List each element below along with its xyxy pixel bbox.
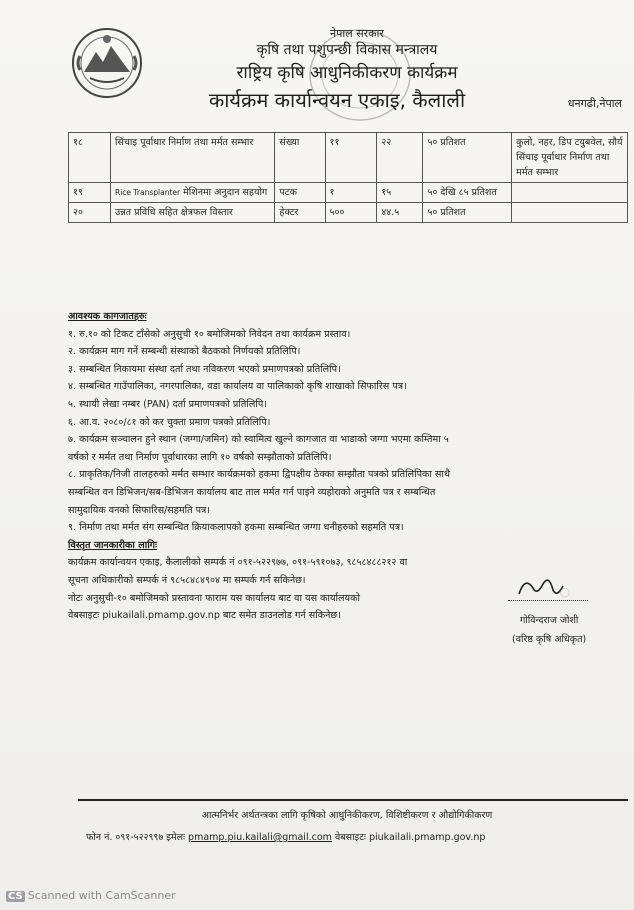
table-cell-activity [111, 183, 275, 203]
table-cell-unit: संख्या [275, 133, 325, 183]
header-program: राष्ट्रिय कृषि आधुनिकीकरण कार्यक्रम [236, 63, 458, 83]
document-item: ८. प्राकृतिक/निजी तालहरुको मर्मत सम्भार कार्यक्रमको हकमा द्विपक्षीय ठेक्का सम्झौता पत्रको प्रतिलिपिका साथै [68, 469, 451, 481]
footer-contact [86, 830, 485, 843]
document-item: २. कार्यक्रम माग गर्ने सम्बन्धी संस्थाको बैठकको निर्णयको प्रतिलिपि। [68, 346, 301, 358]
documents-heading: आवश्यक कागजातहरुः [68, 311, 147, 322]
document-item: ९. निर्माण तथा मर्मत संग सम्बन्धित क्रियाकलापको हकमा सम्बन्धित जग्गा धनीहरुको सहमति पत्र। [68, 522, 404, 534]
signatory-name: गोविन्दराज जोशी [520, 615, 579, 626]
footer-slogan: आत्मनिर्भर अर्थतन्त्रका लागि कृषिको आधुनिकीकरण, विशिष्टीकरण र औद्योगिकीकरण [201, 810, 493, 821]
document-item-continued: सामुदायिक वनको सिफारिस/सहमति पत्र। [68, 504, 210, 516]
document-item: १. रु.१० को टिकट टाँसेको अनुसुची १० बमोजिमको निवेदन तथा कार्यक्रम प्रस्ताव। [68, 328, 351, 340]
camscanner-logo-icon: CS [8, 891, 23, 902]
table-cell-quantity: ११ [325, 133, 377, 183]
document-item: ५. स्थायी लेखा नम्बर (PAN) दर्ता प्रमाणपत्रको प्रतिलिपि। [68, 398, 267, 410]
table-cell-unit: हेक्टर [275, 203, 325, 223]
table-cell-grant: ५० प्रतिशत [423, 203, 512, 223]
website-link[interactable]: piukailali.pmamp.gov.np [102, 610, 220, 622]
details-heading: विस्तृत जानकारीका लागिः [68, 539, 158, 551]
header-government: नेपाल सरकार [330, 27, 384, 40]
note-text: नोटः अनुसुची-१० बमोजिमको प्रस्तावना फाराम यस कार्यालय बाट वा यस कार्यालयको [68, 592, 360, 604]
table-cell-quantity: ५०० [325, 203, 377, 223]
table-cell-remarks [512, 183, 628, 203]
camscanner-text: Scanned with CamScanner [27, 889, 176, 902]
activity-nepali-part: मेशिनमा अनुदान सहयोग [183, 187, 268, 198]
table-row [69, 133, 628, 183]
table-cell-unit: पटक [275, 183, 325, 203]
program-table [68, 132, 628, 223]
document-item: ३. सम्बन्धित निकायमा संस्था दर्ता तथा नविकरण भएको प्रमाणपत्रको प्रतिलिपि। [68, 363, 341, 375]
table-cell-amount: १५ [377, 183, 423, 203]
document-item-continued: सम्बन्धित वन डिभिजन/सब-डिभिजन कार्यालय बाट ताल मर्मत गर्न पाइने व्यहोराको अनुमति पत्र र सम्बन्धित [68, 486, 436, 498]
table-cell-serial: १८ [69, 133, 111, 183]
header-location: धनगढी,नेपाल [567, 97, 622, 110]
signature-line [508, 600, 588, 601]
note-suffix: बाट समेत डाउनलोड गर्न सकिनेछ। [223, 610, 341, 622]
header-office: कार्यक्रम कार्यान्वयन एकाइ, कैलाली [208, 88, 466, 112]
signature-mark [515, 574, 565, 602]
document-item: ४. सम्बन्धित गाउँपालिका, नगरपालिका, वडा कार्यालय वा पालिकाको कृषि शाखाको सिफारिस पत्र। [68, 381, 407, 393]
table-cell-grant: ५० देखि ८५ प्रतिशत [423, 183, 512, 203]
table-row [69, 203, 628, 223]
footer-website-label: वेबसाइटः [334, 832, 366, 843]
contact-text: कार्यक्रम कार्यान्वयन एकाइ, कैलालीको सम्पर्क नं ०९१-५२२९७७, ०९१-५९१०७३, ९८५८४८८२१२ वा [68, 557, 408, 569]
table-cell-serial: २० [69, 203, 111, 223]
document-item-continued: वर्षको र मर्मत तथा निर्माण पूर्वाधारका लागि १० वर्षको सम्झौताको प्रतिलिपि। [68, 451, 332, 463]
activity-english-part: Rice Transplanter [115, 188, 181, 197]
table-cell-remarks [512, 203, 628, 223]
camscanner-watermark [6, 889, 176, 902]
footer-divider [78, 799, 628, 801]
website-label: वेबसाइटः [68, 610, 100, 622]
footer-phone: फोन नं. ०९१-५२२९९७ इमेलः [86, 832, 186, 843]
table-cell-remarks: कुलो, नहर, डिप टयुबवेल, सौर्य सिंचाइ पूर्वाधार निर्माण तथा मर्मत सम्भार [512, 133, 628, 183]
contact-text: सूचना अधिकारीको सम्पर्क नं ९८५८४८४९०४ मा सम्पर्क गर्न सकिनेछ। [68, 574, 306, 586]
document-item: ७. कार्यक्रम सञ्चालन हुने स्थान (जग्गा/जमिन) को स्वामित्व खुल्ने कागजात वा भाडाको जग्गा भएमा कम्तिमा ५ [68, 434, 449, 446]
footer-website-link[interactable]: piukailali.pmamp.gov.np [368, 832, 486, 843]
header-ministry: कृषि तथा पशुपन्छी विकास मन्त्रालय [256, 42, 438, 58]
table-cell-grant: ५० प्रतिशत [423, 133, 512, 183]
table-cell-activity: सिंचाइ पूर्वाधार निर्माण तथा मर्मत सम्भार [111, 133, 275, 183]
table-cell-serial: १९ [69, 183, 111, 203]
footer-email-link[interactable]: pmamp.piu.kailali@gmail.com [188, 832, 332, 843]
table-cell-amount: ४४.५ [377, 203, 423, 223]
table-cell-activity: उन्नत प्रविधि सहित क्षेत्रफल विस्तार [111, 203, 275, 223]
table-cell-amount: २२ [377, 133, 423, 183]
signatory-title: (वरिष्ठ कृषि अधिकृत) [512, 634, 587, 645]
faint-stamp-mark: ◯ [559, 587, 572, 599]
table-row [69, 183, 628, 203]
table-cell-quantity: १ [325, 183, 377, 203]
document-item: ६. आ.व. २०८०/८१ को कर चुक्ता प्रमाण पत्रको प्रतिलिपि। [68, 416, 271, 428]
